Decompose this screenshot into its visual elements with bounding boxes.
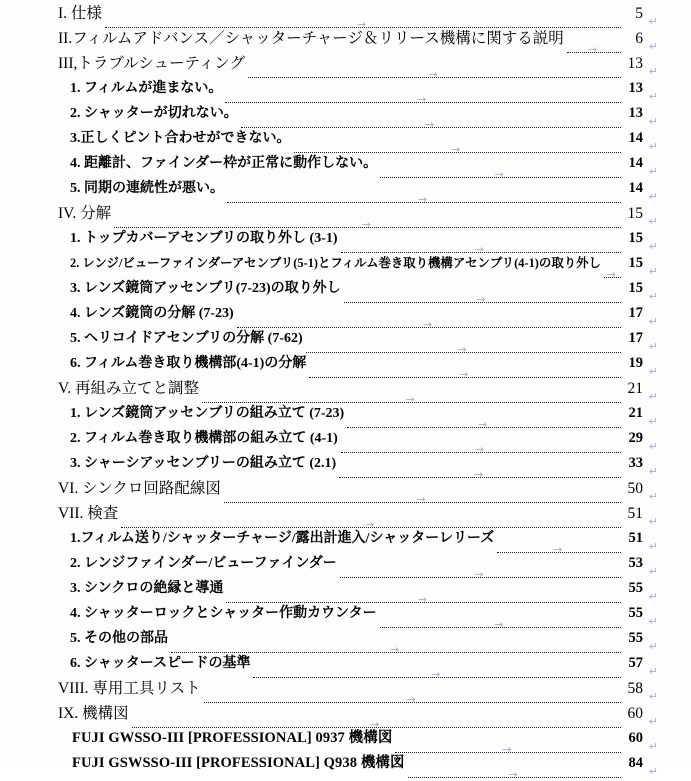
toc-entry-title: 4. 距離計、ファインダー枠が正常に動作しない。 (70, 157, 377, 171)
leader-dots (204, 691, 621, 707)
tab-arrow-icon: → (370, 719, 379, 730)
toc-entry-title: 2. シャッターが切れない。 (70, 107, 238, 121)
tab-arrow-icon: → (474, 469, 483, 480)
toc-page-number: 55 (623, 631, 643, 646)
leader-dots (408, 767, 621, 781)
toc-entry[interactable] (0, 706, 691, 731)
leader-dots (294, 142, 622, 156)
tab-arrow-icon: → (365, 519, 374, 530)
tab-arrow-icon: → (405, 394, 414, 405)
tab-arrow-icon: → (476, 294, 485, 305)
tab-arrow-icon: → (423, 319, 432, 330)
toc-entry-title: 1. フィルムが進まない。 (70, 82, 222, 96)
leader-dots (344, 292, 621, 306)
paragraph-mark-icon: ↵ (649, 141, 658, 152)
leader-dots (309, 367, 621, 381)
toc-entry[interactable] (0, 156, 691, 181)
leader-dots (248, 66, 621, 82)
toc-entry-title: 2. レンジ/ビューファインダーアセンブリ(5-1)とフィルム巻き取り機構アセンブリ(4-1)の取り外し (70, 257, 601, 269)
toc-entry-title: VI. シンクロ回路配線図 (58, 481, 221, 497)
leader-dots (226, 592, 621, 606)
toc-page-number: 6 (623, 31, 643, 47)
toc-page-number: 51 (623, 531, 643, 546)
tab-arrow-icon: → (418, 194, 427, 205)
toc-page-number: 55 (623, 581, 643, 596)
toc-entry[interactable] (0, 281, 691, 306)
paragraph-mark-icon: ↵ (649, 416, 658, 427)
toc-page-number: 51 (623, 506, 643, 522)
tab-arrow-icon: → (457, 344, 466, 355)
toc-entry[interactable] (0, 456, 691, 481)
leader-dots (341, 442, 621, 456)
toc-entry-title: 1. レンズ鏡筒アッセンブリの組み立て (7-23) (70, 407, 344, 421)
paragraph-mark-icon: ↵ (649, 91, 658, 102)
tab-arrow-icon: → (475, 444, 484, 455)
leader-dots (105, 16, 621, 32)
leader-dots (225, 92, 621, 106)
toc-entry-title: 3. シャーシアッセンブリーの組み立て (2.1) (70, 457, 336, 471)
paragraph-mark-icon: ↵ (649, 466, 658, 477)
toc-entry-title: IV. 分解 (58, 206, 111, 222)
tab-arrow-icon: → (495, 169, 504, 180)
leader-dots (121, 516, 621, 532)
toc-entry-title: 4. レンズ鏡筒の分解 (7-23) (70, 307, 234, 321)
paragraph-mark-icon: ↵ (649, 616, 658, 627)
toc-entry[interactable] (0, 231, 691, 256)
toc-page-number: 15 (623, 206, 643, 222)
toc-page-number: 17 (623, 306, 643, 321)
tab-arrow-icon: → (417, 94, 426, 105)
leader-dots (380, 617, 621, 631)
paragraph-mark-icon: ↵ (649, 16, 658, 27)
toc-entry[interactable] (0, 56, 691, 81)
toc-page-number: 5 (623, 6, 643, 22)
paragraph-mark-icon: ↵ (649, 241, 658, 252)
leader-dots (347, 417, 621, 431)
toc-page-number: 55 (623, 606, 643, 621)
toc-entry-title: VII. 検査 (58, 506, 118, 522)
toc-page-number: 19 (623, 356, 643, 371)
toc-entry[interactable] (0, 631, 691, 656)
tab-arrow-icon: → (451, 144, 460, 155)
toc-page-number: 14 (623, 156, 643, 171)
tab-arrow-icon: → (553, 544, 562, 555)
toc-entry[interactable] (0, 681, 691, 706)
leader-dots (395, 742, 621, 757)
toc-entry[interactable] (0, 31, 691, 56)
paragraph-mark-icon: ↵ (649, 566, 658, 577)
tab-arrow-icon: → (475, 244, 484, 255)
paragraph-mark-icon: ↵ (649, 541, 658, 552)
paragraph-mark-icon: ↵ (649, 516, 658, 527)
leader-dots (241, 117, 621, 131)
toc-entry-title: 3.正しくピント合わせができない。 (70, 132, 291, 146)
toc-entry-title: 1. トップカバーアセンブリの取り外し (3-1) (70, 232, 338, 246)
toc-page-number: 33 (623, 456, 643, 471)
toc-entry[interactable] (0, 656, 691, 681)
toc-entry[interactable] (0, 6, 691, 31)
toc-page-number: 14 (623, 131, 643, 146)
toc-entry-title: 2. フィルム巻き取り機構部の組み立て (4-1) (70, 432, 338, 446)
toc-entry[interactable] (0, 381, 691, 406)
toc-entry-title: 5. 同期の連続性が悪い。 (70, 182, 224, 196)
toc-page-number: 57 (623, 656, 643, 671)
tab-arrow-icon: → (478, 419, 487, 430)
toc-entry-title: 6. フィルム巻き取り機構部(4-1)の分解 (70, 357, 306, 371)
toc-entry-title: 5. その他の部品 (70, 632, 168, 646)
toc-entry[interactable] (0, 606, 691, 631)
paragraph-mark-icon: ↵ (649, 66, 658, 77)
toc-entry[interactable] (0, 81, 691, 106)
tab-arrow-icon: → (406, 694, 415, 705)
paragraph-mark-icon: ↵ (649, 491, 658, 502)
toc-page-number: 60 (623, 706, 643, 722)
toc-entry[interactable] (0, 106, 691, 131)
toc-entry[interactable] (0, 431, 691, 456)
leader-dots (567, 41, 621, 57)
paragraph-mark-icon: ↵ (649, 116, 658, 127)
toc-page-number: 14 (623, 181, 643, 196)
leader-dots (171, 642, 621, 656)
tab-arrow-icon: → (429, 69, 438, 80)
toc-page-number: 84 (623, 756, 643, 771)
tab-arrow-icon: → (357, 19, 366, 30)
leader-dots (604, 267, 621, 281)
tab-arrow-icon: → (390, 644, 399, 655)
toc-page-number: 15 (623, 256, 643, 271)
toc-entry[interactable] (0, 506, 691, 531)
toc-page-number: 60 (623, 731, 643, 746)
leader-dots (202, 391, 621, 407)
leader-dots (224, 491, 621, 507)
leader-dots (340, 567, 621, 581)
toc-entry-title: 6. シャッタースピードの基準 (70, 657, 250, 671)
paragraph-mark-icon: ↵ (649, 441, 658, 452)
toc-entry-title: 5. ヘリコイドアセンブリの分解 (7-62) (70, 332, 303, 346)
paragraph-mark-icon: ↵ (649, 641, 658, 652)
toc-page-number: 21 (623, 406, 643, 421)
toc-page-number: 50 (623, 481, 643, 497)
leader-dots (132, 716, 621, 732)
tab-arrow-icon: → (606, 269, 615, 280)
tab-arrow-icon: → (494, 619, 503, 630)
paragraph-mark-icon: ↵ (649, 716, 658, 727)
toc-entry-title: 2. レンジファインダー/ビューファインダー (70, 557, 337, 571)
leader-dots (227, 192, 621, 206)
paragraph-mark-icon: ↵ (649, 666, 658, 677)
toc-entry[interactable] (0, 331, 691, 356)
paragraph-mark-icon: ↵ (649, 591, 658, 602)
tab-arrow-icon: → (425, 119, 434, 130)
leader-dots (237, 317, 621, 331)
toc-page-number: 13 (623, 81, 643, 96)
toc-entry[interactable] (0, 531, 691, 556)
paragraph-mark-icon: ↵ (649, 691, 658, 702)
toc-entry-title: VIII. 専用工具リスト (58, 681, 201, 697)
tab-arrow-icon: → (508, 769, 517, 780)
tab-arrow-icon: → (459, 369, 468, 380)
toc-entry-title: FUJI GSWSSO-III [PROFESSIONAL] Q938 機構図 (72, 756, 405, 771)
toc-entry-title: V. 再組み立てと調整 (58, 381, 199, 397)
toc-page-number: 13 (623, 106, 643, 121)
tab-arrow-icon: → (588, 44, 597, 55)
leader-dots (253, 667, 621, 681)
toc-entry-title: 4. シャッターロックとシャッター作動カウンター (70, 607, 377, 621)
toc-page-number: 17 (623, 331, 643, 346)
tab-arrow-icon: → (418, 594, 427, 605)
tab-arrow-icon: → (431, 669, 440, 680)
paragraph-mark-icon: ↵ (649, 766, 658, 777)
paragraph-mark-icon: ↵ (649, 291, 658, 302)
toc-page-number: 15 (623, 231, 643, 246)
toc-entry[interactable] (0, 306, 691, 331)
leader-dots (306, 342, 621, 356)
toc-page-number: 58 (623, 681, 643, 697)
toc-page-number: 29 (623, 431, 643, 446)
paragraph-mark-icon: ↵ (649, 266, 658, 277)
paragraph-mark-icon: ↵ (649, 391, 658, 402)
toc-entry-title: FUJI GWSSO-III [PROFESSIONAL] 0937 機構図 (72, 731, 392, 746)
leader-dots (380, 167, 621, 181)
leader-dots (497, 542, 621, 556)
toc-page-number: 53 (623, 556, 643, 571)
tab-arrow-icon: → (474, 569, 483, 580)
toc-entry[interactable] (0, 756, 691, 781)
toc-page-number: 21 (623, 381, 643, 397)
tab-arrow-icon: → (416, 494, 425, 505)
leader-dots (341, 242, 621, 256)
paragraph-mark-icon: ↵ (649, 366, 658, 377)
toc-entry-title: I. 仕様 (58, 6, 102, 22)
toc-entry[interactable] (0, 356, 691, 381)
paragraph-mark-icon: ↵ (649, 341, 658, 352)
paragraph-mark-icon: ↵ (649, 316, 658, 327)
toc-page-number: 15 (623, 281, 643, 296)
toc-entry[interactable] (0, 481, 691, 506)
toc-entry-title: 1.フィルム送り/シャッターチャージ/露出計進入/シャッターレリーズ (70, 532, 494, 546)
tab-arrow-icon: → (362, 219, 371, 230)
paragraph-mark-icon: ↵ (649, 741, 658, 752)
toc-entry[interactable] (0, 181, 691, 206)
leader-dots (114, 216, 621, 232)
leader-dots (339, 467, 621, 481)
toc-entry[interactable] (0, 256, 691, 281)
toc-entry[interactable] (0, 556, 691, 581)
paragraph-mark-icon: ↵ (649, 41, 658, 52)
toc-entry-title: II.フィルムアドバンス／シャッターチャージ＆リリース機構に関する説明 (58, 31, 564, 47)
toc-entry-title: 3. レンズ鏡筒アッセンブリ(7-23)の取り外し (70, 282, 341, 296)
toc-entry[interactable] (0, 581, 691, 606)
paragraph-mark-icon: ↵ (649, 191, 658, 202)
toc-entry[interactable] (0, 206, 691, 231)
toc-entry-title: III,トラブルシューティング (58, 56, 245, 72)
toc-entry[interactable] (0, 131, 691, 156)
toc-entry[interactable] (0, 731, 691, 756)
paragraph-mark-icon: ↵ (649, 216, 658, 227)
paragraph-mark-icon: ↵ (649, 166, 658, 177)
toc-entry-title: 3. シンクロの絶縁と導通 (70, 582, 223, 596)
toc-entry-title: IX. 機構図 (58, 706, 129, 722)
toc-entry[interactable] (0, 406, 691, 431)
tab-arrow-icon: → (502, 744, 511, 755)
toc-page-number: 13 (623, 56, 643, 72)
